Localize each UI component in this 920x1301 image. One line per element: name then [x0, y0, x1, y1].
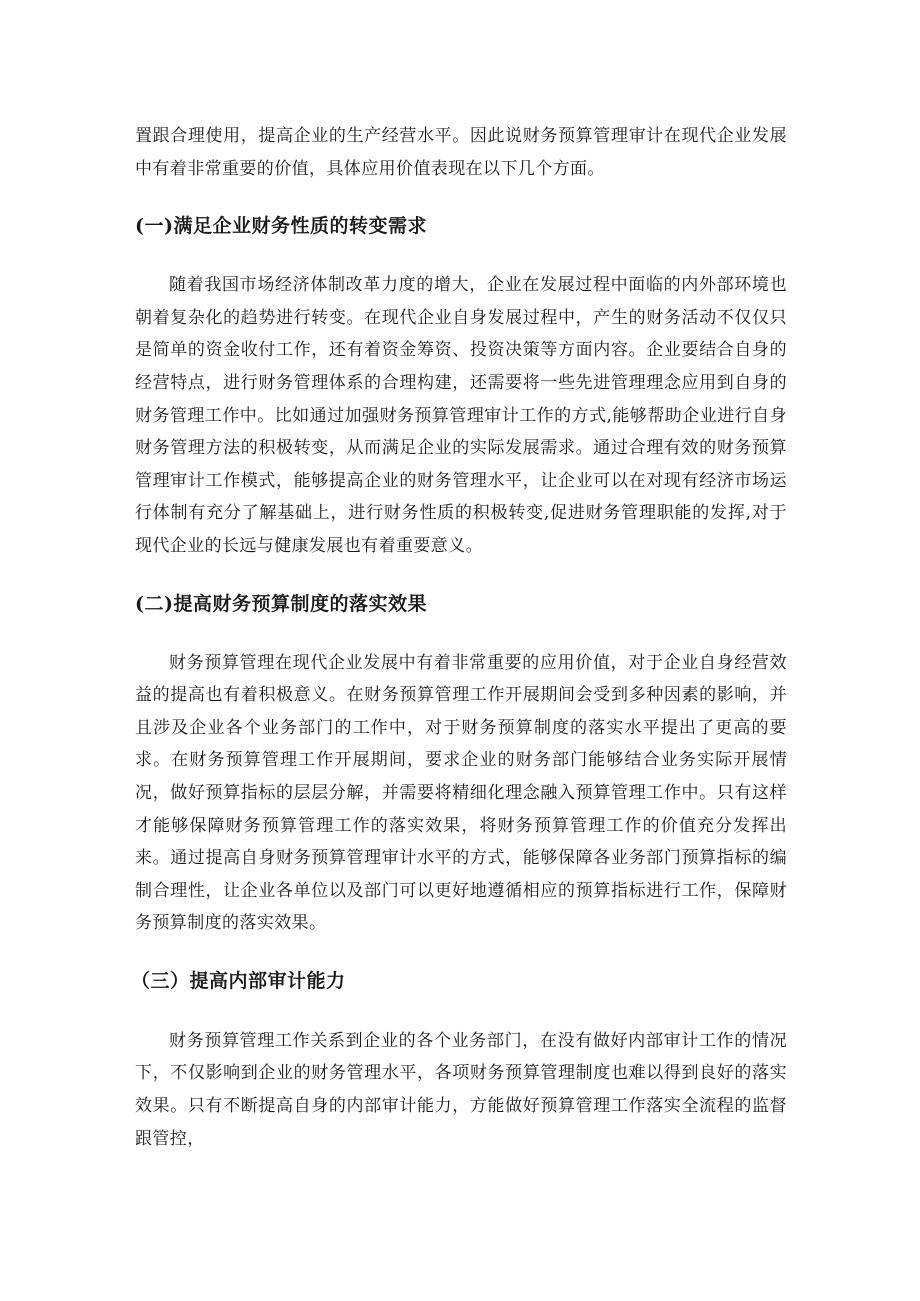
section-paragraph-2: 财务预算管理在现代企业发展中有着非常重要的应用价值，对于企业自身经营效益的提高也有着积极意义。在财务预算管理工作开展期间会受到多种因素的影响，并且涉及企业各个业务部门的工作中，对于财务预算制度的落实水平提出了更高的要求。在财务预算管理工作开展期间，要求企业的财务部门能够结合业务实际开展情况，做好预算指标的层层分解，并需要将精细化理念融入预算管理工作中。只有这样才能够保障财务预算管理工作的落实效果，将财务预算管理工作的价值充分发挥出来。通过提高自身财务预算管理审计水平的方式，能够保障各业务部门预算指标的编制合理性，让企业各单位以及部门可以更好地遵循相应的预算指标进行工作，保障财务预算制度的落实效果。	[135, 652, 787, 934]
section-heading-2: (二)提高财务预算制度的落实效果	[135, 592, 427, 615]
section-heading-1: (一)满足企业财务性质的转变需求	[135, 215, 427, 238]
intro-paragraph: 置跟合理使用，提高企业的生产经营水平。因此说财务预算管理审计在现代企业发展中有着非常重要的价值，具体应用价值表现在以下几个方面。	[135, 126, 787, 179]
section-paragraph-3: 财务预算管理工作关系到企业的各个业务部门，在没有做好内部审计工作的情况下，不仅影响到企业的财务管理水平，各项财务预算管理制度也难以得到良好的落实效果。只有不断提高自身的内部审计能力，方能做好预算管理工作落实全流程的监督跟管控，	[135, 1030, 787, 1149]
document-page	[131, 120, 787, 1155]
section-heading-3: （三）提高内部审计能力	[131, 969, 346, 992]
section-paragraph-1: 随着我国市场经济体制改革力度的增大，企业在发展过程中面临的内外部环境也朝着复杂化的趋势进行转变。在现代企业自身发展过程中，产生的财务活动不仅仅只是简单的资金收付工作，还有着资金筹资、投资决策等方面内容。企业要结合自身的经营特点，进行财务管理体系的合理构建，还需要将一些先进管理理念应用到自身的财务管理工作中。比如通过加强财务预算管理审计工作的方式,能够帮助企业进行自身财务管理方法的积极转变，从而满足企业的实际发展需求。通过合理有效的财务预算管理审计工作模式，能够提高企业的财务管理水平，让企业可以在对现有经济市场运行体制有充分了解基础上，进行财务性质的积极转变,促进财务管理职能的发挥,对于现代企业的长远与健康发展也有着重要意义。	[135, 275, 787, 556]
